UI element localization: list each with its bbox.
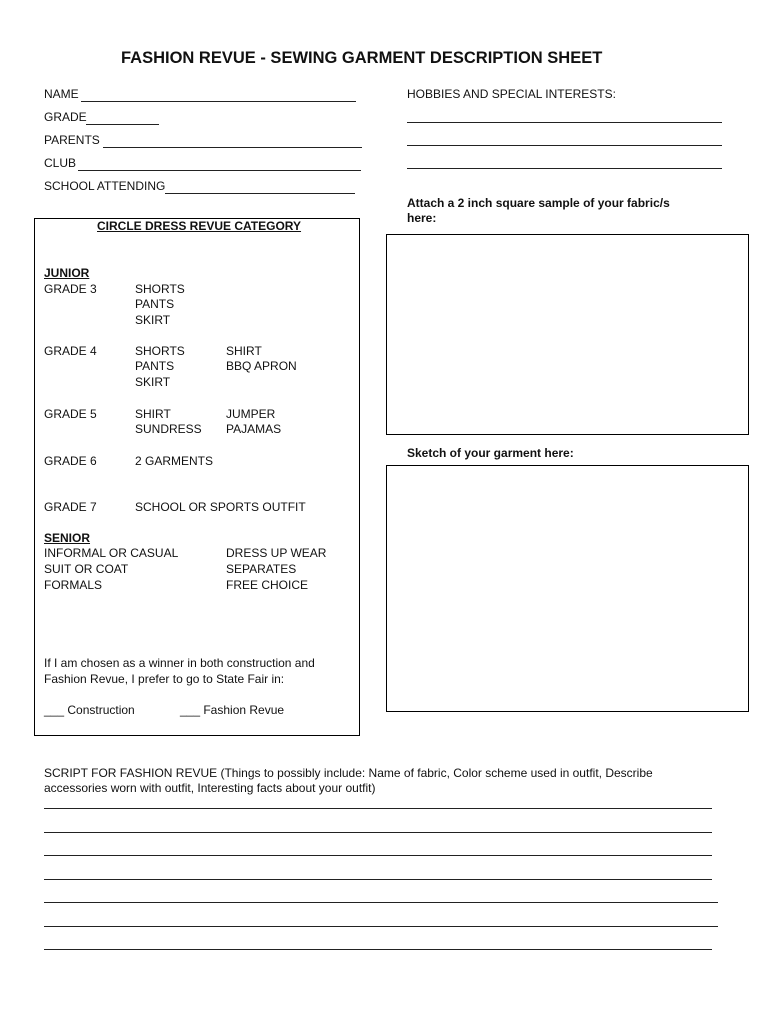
grade7-label: GRADE 7 bbox=[44, 500, 97, 514]
name-field-line[interactable] bbox=[81, 101, 356, 102]
grade6-label: GRADE 6 bbox=[44, 454, 97, 468]
option-fashion-revue[interactable]: ___ Fashion Revue bbox=[180, 703, 285, 717]
fabric-label: Attach a 2 inch square sample of your fabric/s bbox=[407, 196, 670, 210]
grade5-item[interactable]: SUNDRESS bbox=[135, 422, 202, 436]
hobbies-line-1[interactable] bbox=[407, 122, 722, 123]
script-label: accessories worn with outfit, Interesting facts about your outfit) bbox=[44, 781, 376, 795]
script-line[interactable] bbox=[44, 808, 712, 809]
page-title: FASHION REVUE - SEWING GARMENT DESCRIPTION SHEET bbox=[121, 49, 603, 67]
grade7-item[interactable]: SCHOOL OR SPORTS OUTFIT bbox=[135, 500, 306, 514]
hobbies-label: HOBBIES AND SPECIAL INTERESTS: bbox=[407, 87, 616, 101]
grade4-label: GRADE 4 bbox=[44, 344, 97, 358]
script-line[interactable] bbox=[44, 832, 712, 833]
state-fair-text: If I am chosen as a winner in both construction and bbox=[44, 656, 315, 670]
grade4-item[interactable]: BBQ APRON bbox=[226, 359, 297, 373]
hobbies-line-2[interactable] bbox=[407, 145, 722, 146]
script-line[interactable] bbox=[44, 879, 712, 880]
senior-heading: SENIOR bbox=[44, 531, 91, 545]
senior-item[interactable]: SUIT OR COAT bbox=[44, 562, 129, 576]
junior-heading: JUNIOR bbox=[44, 266, 90, 280]
parents-field-line[interactable] bbox=[103, 147, 362, 148]
grade5-item[interactable]: JUMPER bbox=[226, 407, 276, 421]
script-line[interactable] bbox=[44, 855, 712, 856]
sketch-box[interactable] bbox=[386, 465, 749, 712]
grade5-label: GRADE 5 bbox=[44, 407, 97, 421]
grade-label: GRADE bbox=[44, 110, 87, 124]
grade4-item[interactable]: PANTS bbox=[135, 359, 175, 373]
senior-item[interactable]: INFORMAL OR CASUAL bbox=[44, 546, 179, 560]
school-field-line[interactable] bbox=[165, 193, 355, 194]
option-construction[interactable]: ___ Construction bbox=[44, 703, 135, 717]
parents-label: PARENTS bbox=[44, 133, 100, 147]
grade3-item[interactable]: PANTS bbox=[135, 297, 175, 311]
grade4-item[interactable]: SKIRT bbox=[135, 375, 171, 389]
grade5-item[interactable]: SHIRT bbox=[135, 407, 171, 421]
script-line[interactable] bbox=[44, 926, 718, 927]
sketch-label: Sketch of your garment here: bbox=[407, 446, 574, 460]
fabric-sample-box[interactable] bbox=[386, 234, 749, 435]
grade3-label: GRADE 3 bbox=[44, 282, 97, 296]
fabric-label: here: bbox=[407, 211, 437, 225]
senior-item[interactable]: FORMALS bbox=[44, 578, 103, 592]
grade6-item[interactable]: 2 GARMENTS bbox=[135, 454, 214, 468]
grade4-item[interactable]: SHIRT bbox=[226, 344, 262, 358]
club-label: CLUB bbox=[44, 156, 77, 170]
name-label: NAME bbox=[44, 87, 79, 101]
senior-item[interactable]: SEPARATES bbox=[226, 562, 297, 576]
school-label: SCHOOL ATTENDING bbox=[44, 179, 166, 193]
script-line[interactable] bbox=[44, 902, 718, 903]
senior-item[interactable]: DRESS UP WEAR bbox=[226, 546, 327, 560]
script-label: SCRIPT FOR FASHION REVUE (Things to possibly include: Name of fabric, Color scheme used in outfit, Describe bbox=[44, 766, 653, 780]
script-line[interactable] bbox=[44, 949, 712, 950]
state-fair-text: Fashion Revue, I prefer to go to State Fair in: bbox=[44, 672, 285, 686]
grade4-item[interactable]: SHORTS bbox=[135, 344, 185, 358]
category-heading: CIRCLE DRESS REVUE CATEGORY bbox=[97, 219, 302, 233]
grade-field-line[interactable] bbox=[86, 124, 159, 125]
hobbies-line-3[interactable] bbox=[407, 168, 722, 169]
senior-item[interactable]: FREE CHOICE bbox=[226, 578, 309, 592]
club-field-line[interactable] bbox=[78, 170, 361, 171]
grade5-item[interactable]: PAJAMAS bbox=[226, 422, 282, 436]
grade3-item[interactable]: SHORTS bbox=[135, 282, 185, 296]
grade3-item[interactable]: SKIRT bbox=[135, 313, 171, 327]
